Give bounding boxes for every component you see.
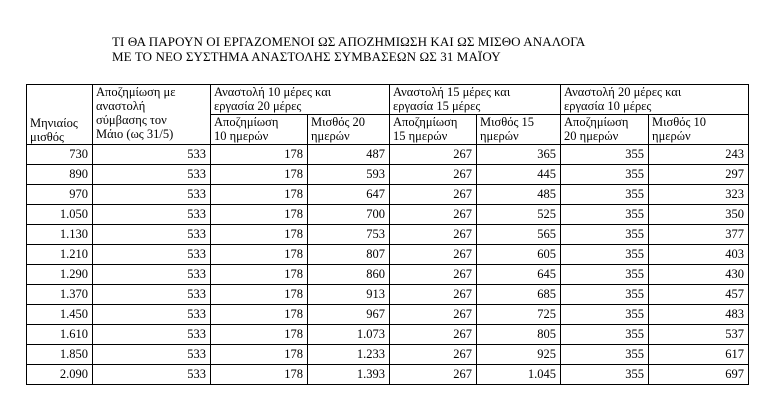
cell-g3-salary: 350 bbox=[649, 205, 749, 225]
cell-g3-compensation: 355 bbox=[561, 365, 649, 385]
cell-g1-compensation: 178 bbox=[211, 185, 308, 205]
cell-g3-salary: 537 bbox=[649, 325, 749, 345]
header-group-20-days: Αναστολή 20 μέρες και εργασία 10 μέρες bbox=[561, 85, 749, 115]
cell-compensation-may: 533 bbox=[93, 145, 211, 165]
compensation-table bbox=[26, 84, 749, 385]
cell-g1-salary: 860 bbox=[308, 265, 390, 285]
cell-salary: 1.130 bbox=[27, 225, 93, 245]
header-g2-compensation: Αποζημίωση 15 ημερών bbox=[390, 115, 477, 145]
document-title bbox=[112, 34, 712, 64]
cell-g2-compensation: 267 bbox=[390, 285, 477, 305]
cell-salary: 890 bbox=[27, 165, 93, 185]
cell-g2-salary: 645 bbox=[477, 265, 561, 285]
cell-g1-compensation: 178 bbox=[211, 165, 308, 185]
cell-g2-salary: 605 bbox=[477, 245, 561, 265]
cell-g2-salary: 805 bbox=[477, 325, 561, 345]
cell-g1-compensation: 178 bbox=[211, 325, 308, 345]
cell-g3-compensation: 355 bbox=[561, 225, 649, 245]
cell-salary: 1.450 bbox=[27, 305, 93, 325]
cell-g2-compensation: 267 bbox=[390, 265, 477, 285]
cell-salary: 970 bbox=[27, 185, 93, 205]
cell-g3-compensation: 355 bbox=[561, 245, 649, 265]
cell-g1-compensation: 178 bbox=[211, 205, 308, 225]
cell-g3-salary: 403 bbox=[649, 245, 749, 265]
cell-compensation-may: 533 bbox=[93, 365, 211, 385]
cell-compensation-may: 533 bbox=[93, 265, 211, 285]
cell-g3-salary: 697 bbox=[649, 365, 749, 385]
cell-g2-salary: 685 bbox=[477, 285, 561, 305]
cell-compensation-may: 533 bbox=[93, 305, 211, 325]
cell-g3-compensation: 355 bbox=[561, 285, 649, 305]
cell-g2-compensation: 267 bbox=[390, 325, 477, 345]
cell-g1-compensation: 178 bbox=[211, 245, 308, 265]
cell-g1-salary: 1.073 bbox=[308, 325, 390, 345]
table-row bbox=[27, 185, 749, 205]
cell-g1-salary: 647 bbox=[308, 185, 390, 205]
table-row bbox=[27, 165, 749, 185]
header-g2-salary: Μισθός 15 ημερών bbox=[477, 115, 561, 145]
cell-g3-compensation: 355 bbox=[561, 205, 649, 225]
cell-g3-salary: 617 bbox=[649, 345, 749, 365]
cell-g2-salary: 485 bbox=[477, 185, 561, 205]
cell-g3-salary: 457 bbox=[649, 285, 749, 305]
cell-compensation-may: 533 bbox=[93, 185, 211, 205]
cell-g2-salary: 725 bbox=[477, 305, 561, 325]
cell-g1-salary: 700 bbox=[308, 205, 390, 225]
cell-compensation-may: 533 bbox=[93, 325, 211, 345]
cell-g3-compensation: 355 bbox=[561, 145, 649, 165]
cell-g1-salary: 807 bbox=[308, 245, 390, 265]
cell-g2-salary: 445 bbox=[477, 165, 561, 185]
cell-g2-compensation: 267 bbox=[390, 245, 477, 265]
table-row bbox=[27, 325, 749, 345]
cell-compensation-may: 533 bbox=[93, 225, 211, 245]
cell-g2-compensation: 267 bbox=[390, 305, 477, 325]
cell-g2-salary: 365 bbox=[477, 145, 561, 165]
header-salary: Μηνιαίος μισθός bbox=[27, 85, 93, 145]
table-row bbox=[27, 205, 749, 225]
cell-g3-salary: 297 bbox=[649, 165, 749, 185]
cell-salary: 1.610 bbox=[27, 325, 93, 345]
cell-g2-compensation: 267 bbox=[390, 205, 477, 225]
cell-salary: 1.050 bbox=[27, 205, 93, 225]
cell-g3-salary: 243 bbox=[649, 145, 749, 165]
header-g1-salary: Μισθός 20 ημερών bbox=[308, 115, 390, 145]
cell-salary: 1.850 bbox=[27, 345, 93, 365]
cell-g2-compensation: 267 bbox=[390, 185, 477, 205]
cell-g1-compensation: 178 bbox=[211, 345, 308, 365]
cell-g2-salary: 925 bbox=[477, 345, 561, 365]
cell-g3-salary: 483 bbox=[649, 305, 749, 325]
table-row bbox=[27, 265, 749, 285]
cell-g3-compensation: 355 bbox=[561, 185, 649, 205]
cell-g2-compensation: 267 bbox=[390, 225, 477, 245]
cell-salary: 1.370 bbox=[27, 285, 93, 305]
cell-compensation-may: 533 bbox=[93, 285, 211, 305]
header-g3-compensation: Αποζημίωση 20 ημερών bbox=[561, 115, 649, 145]
header-g3-salary: Μισθός 10 ημερών bbox=[649, 115, 749, 145]
cell-g2-salary: 565 bbox=[477, 225, 561, 245]
table-row bbox=[27, 145, 749, 165]
cell-g3-compensation: 355 bbox=[561, 345, 649, 365]
table-row bbox=[27, 285, 749, 305]
cell-g1-compensation: 178 bbox=[211, 305, 308, 325]
cell-g1-compensation: 178 bbox=[211, 225, 308, 245]
cell-g1-salary: 1.393 bbox=[308, 365, 390, 385]
cell-salary: 730 bbox=[27, 145, 93, 165]
cell-g3-salary: 377 bbox=[649, 225, 749, 245]
cell-salary: 1.290 bbox=[27, 265, 93, 285]
cell-compensation-may: 533 bbox=[93, 205, 211, 225]
header-g1-compensation: Αποζημίωση 10 ημερών bbox=[211, 115, 308, 145]
header-group-15-days: Αναστολή 15 μέρες και εργασία 15 μέρες bbox=[390, 85, 561, 115]
cell-g1-salary: 913 bbox=[308, 285, 390, 305]
cell-g1-compensation: 178 bbox=[211, 145, 308, 165]
header-compensation-may: Αποζημίωση με αναστολή σύμβασης τον Μάιο (ως 31/5) bbox=[93, 85, 211, 145]
cell-compensation-may: 533 bbox=[93, 345, 211, 365]
table-row bbox=[27, 305, 749, 325]
cell-g1-salary: 1.233 bbox=[308, 345, 390, 365]
cell-salary: 2.090 bbox=[27, 365, 93, 385]
cell-g1-salary: 593 bbox=[308, 165, 390, 185]
cell-g1-salary: 967 bbox=[308, 305, 390, 325]
table-row bbox=[27, 365, 749, 385]
table-row bbox=[27, 245, 749, 265]
cell-g1-salary: 487 bbox=[308, 145, 390, 165]
cell-g1-salary: 753 bbox=[308, 225, 390, 245]
cell-g1-compensation: 178 bbox=[211, 285, 308, 305]
cell-g3-salary: 430 bbox=[649, 265, 749, 285]
cell-g1-compensation: 178 bbox=[211, 265, 308, 285]
title-line-2: ΜΕ ΤΟ ΝΕΟ ΣΥΣΤΗΜΑ ΑΝΑΣΤΟΛΗΣ ΣΥΜΒΑΣΕΩΝ ΩΣ 31 ΜΑΪΟΥ bbox=[112, 49, 501, 64]
cell-g2-compensation: 267 bbox=[390, 345, 477, 365]
cell-g3-compensation: 355 bbox=[561, 265, 649, 285]
cell-g2-salary: 525 bbox=[477, 205, 561, 225]
table-body bbox=[27, 145, 749, 385]
table-row bbox=[27, 225, 749, 245]
cell-g3-compensation: 355 bbox=[561, 165, 649, 185]
table-row bbox=[27, 345, 749, 365]
cell-g3-salary: 323 bbox=[649, 185, 749, 205]
cell-compensation-may: 533 bbox=[93, 245, 211, 265]
cell-g1-compensation: 178 bbox=[211, 365, 308, 385]
cell-g2-compensation: 267 bbox=[390, 165, 477, 185]
cell-g3-compensation: 355 bbox=[561, 305, 649, 325]
cell-g2-compensation: 267 bbox=[390, 365, 477, 385]
header-group-10-days: Αναστολή 10 μέρες και εργασία 20 μέρες bbox=[211, 85, 390, 115]
cell-g2-salary: 1.045 bbox=[477, 365, 561, 385]
title-line-1: ΤΙ ΘΑ ΠΑΡΟΥΝ ΟΙ ΕΡΓΑΖΟΜΕΝΟΙ ΩΣ ΑΠΟΖΗΜΙΩΣΗ ΚΑΙ ΩΣ ΜΙΣΘΟ ΑΝΑΛΟΓΑ bbox=[112, 34, 586, 49]
cell-g2-compensation: 267 bbox=[390, 145, 477, 165]
cell-g3-compensation: 355 bbox=[561, 325, 649, 345]
cell-compensation-may: 533 bbox=[93, 165, 211, 185]
cell-salary: 1.210 bbox=[27, 245, 93, 265]
